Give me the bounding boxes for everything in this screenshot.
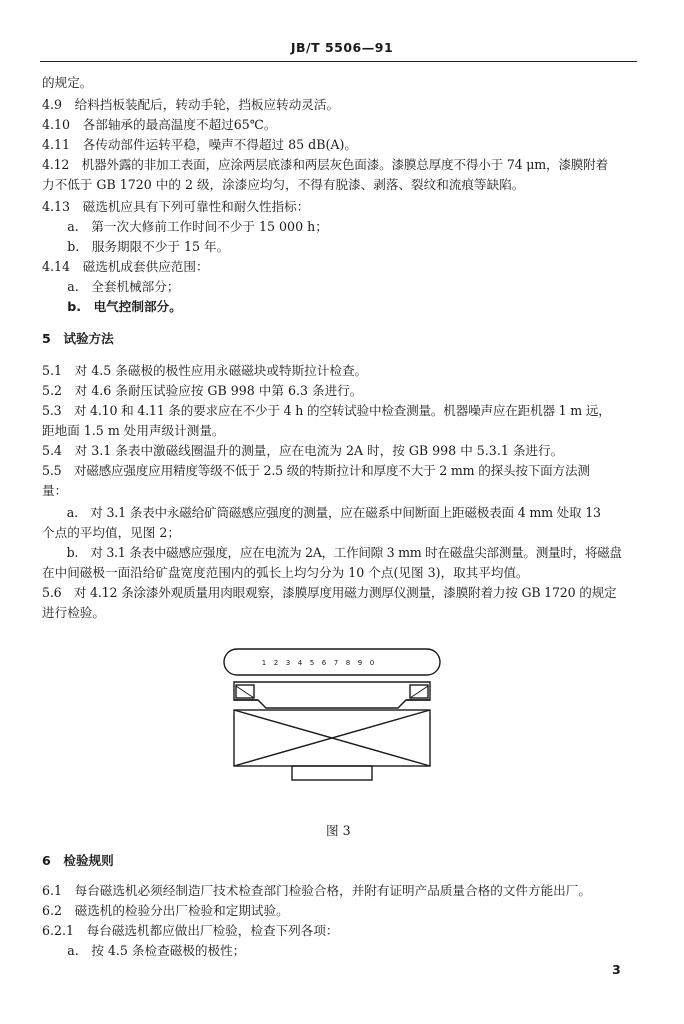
text-line: 4.9 给料挡板装配后，转动手轮，挡板应转动灵活。 <box>42 97 340 112</box>
figure-3-diagram <box>222 648 442 783</box>
text-line: 5.3 对 4.10 和 4.11 条的要求应在不少于 4 h 的空转试验中检查测量。机器噪声应在距机器 1 m 远， <box>42 403 611 418</box>
text-line: 个点的平均值，见图 2； <box>42 525 180 540</box>
text-line: b. 对 3.1 条表中磁感应强度，应在电流为 2A，工作间隙 3 mm 时在磁盘尖部测量。测量时，将磁盘 <box>42 545 622 560</box>
text-line: 4.12 机器外露的非加工表面，应涂两层底漆和两层灰色面漆。漆膜总厚度不得小于 74 μm，漆膜附着 <box>42 157 608 172</box>
text-line: 4.10 各部轴承的最高温度不超过65℃。 <box>42 117 277 132</box>
text-line: 6.2 磁选机的检验分出厂检验和定期试验。 <box>42 903 289 918</box>
measurement-point-label: 7 <box>333 659 339 667</box>
text-line: 4.14 磁选机成套供应范围： <box>42 259 209 274</box>
magnetic-pole <box>234 682 430 708</box>
text-line: a. 按 4.5 条检查磁极的极性； <box>42 943 246 958</box>
figure-caption: 图 3 <box>326 823 351 838</box>
section-heading: 5 试验方法 <box>42 331 114 346</box>
text-line: 5.2 对 4.6 条耐压试验应按 GB 998 中第 6.3 条进行。 <box>42 383 363 398</box>
text-line: a. 全套机械部分； <box>42 279 180 294</box>
text-line: 5.4 对 3.1 条表中激磁线圈温升的测量，应在电流为 2A 时，按 GB 998 中 5.3.1 条进行。 <box>42 443 564 458</box>
measurement-point-label: 4 <box>297 659 303 667</box>
measurement-point-label: 8 <box>345 659 351 667</box>
text-line: 5.1 对 4.5 条磁极的极性应用永磁磁块或特斯拉计检查。 <box>42 363 368 378</box>
text-line: 6.2.1 每台磁选机都应做出厂检验，检查下列各项： <box>42 923 339 938</box>
text-line: b. 电气控制部分。 <box>42 299 182 314</box>
text-line: b. 服务期限不少于 15 年。 <box>42 239 230 254</box>
text-line: a. 对 3.1 条表中永磁给矿筒磁感应强度的测量，应在磁系中间断面上距磁极表面 4 mm 处取 13 <box>42 505 601 520</box>
page-header-doc-code: JB/T 5506—91 <box>290 40 394 55</box>
measurement-point-label: 5 <box>309 659 315 667</box>
measurement-point-label: 0 <box>369 659 375 667</box>
text-line: 6.1 每台磁选机必须经制造厂技术检查部门检验合格，并附有证明产品质量合格的文件方能出厂。 <box>42 883 591 898</box>
base-block <box>292 766 372 780</box>
measurement-point-label: 9 <box>357 659 363 667</box>
text-line: 量： <box>42 483 68 498</box>
page-number: 3 <box>612 962 621 977</box>
measurement-point-label: 6 <box>321 659 327 667</box>
text-line: 4.13 磁选机应具有下列可靠性和耐久性指标： <box>42 199 310 214</box>
text-line: 在中间磁极一面沿给矿盘宽度范围内的弧长上均匀分为 10 个点(见图 3)，取其平均值。 <box>42 565 529 580</box>
text-line: 距地面 1.5 m 处用声级计测量。 <box>42 423 225 438</box>
text-line: 5.6 对 4.12 条涂漆外观质量用肉眼观察，漆膜厚度用磁力测厚仪测量，漆膜附着力按 GB 1720 的规定 <box>42 585 617 600</box>
text-line: a. 第一次大修前工作时间不少于 15 000 h； <box>42 219 328 234</box>
measurement-point-label: 1 <box>261 659 267 667</box>
measurement-point-label: 3 <box>285 659 291 667</box>
text-line: 的规定。 <box>42 75 93 90</box>
text-line: 5.5 对磁感应强度应用精度等级不低于 2.5 级的特斯拉计和厚度不大于 2 mm 的探头按下面方法测 <box>42 463 590 478</box>
text-line: 4.11 各传动部件运转平稳，噪声不得超过 85 dB(A)。 <box>42 137 357 152</box>
header-rule <box>40 61 637 62</box>
section-heading: 6 检验规则 <box>42 853 114 868</box>
arc-track <box>224 649 440 675</box>
measurement-point-label: 2 <box>273 659 279 667</box>
text-line: 进行检验。 <box>42 605 105 620</box>
text-line: 力不低于 GB 1720 中的 2 级，涂漆应均匀，不得有脱漆、剥落、裂纹和流痕等缺陷。 <box>42 177 525 192</box>
